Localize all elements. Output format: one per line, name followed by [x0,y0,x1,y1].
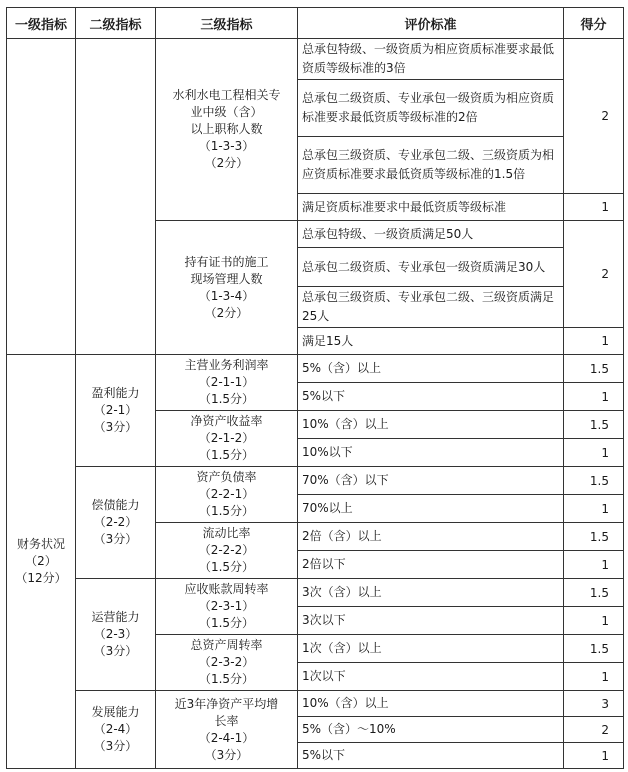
criteria-cell: 70%（含）以下 [298,467,564,495]
level2-cell-empty [76,39,156,355]
criteria-cell: 10%（含）以上 [298,691,564,717]
score-cell: 1 [564,551,624,579]
criteria-cell: 2倍（含）以上 [298,523,564,551]
indicator-operations: 运营能力 （2-3） （3分） [76,579,156,691]
criteria-cell: 总承包特级、一级资质为相应资质标准要求最低资质等级标准的3倍 [298,39,564,80]
indicator-2-1-1: 主营业务利润率 （2-1-1） （1.5分） [156,355,298,411]
indicator-2-2-2: 流动比率 （2-2-2） （1.5分） [156,523,298,579]
indicator-2-4-1: 近3年净资产平均增 长率 （2-4-1） （3分） [156,691,298,769]
indicator-1-3-3: 水利水电工程相关专 业中级（含） 以上职称人数 （1-3-3） （2分） [156,39,298,221]
criteria-cell: 5%（含）以上 [298,355,564,383]
score-cell: 1.5 [564,411,624,439]
criteria-cell: 总承包三级资质、专业承包二级、三级资质为相应资质标准要求最低资质等级标准的1.5倍 [298,137,564,194]
score-cell: 1.5 [564,635,624,663]
score-cell: 3 [564,691,624,717]
score-cell: 1.5 [564,523,624,551]
indicator-2-2-1: 资产负债率 （2-2-1） （1.5分） [156,467,298,523]
indicator-profitability: 盈利能力 （2-1） （3分） [76,355,156,467]
criteria-cell: 10%以下 [298,439,564,467]
indicator-2-3-1: 应收账款周转率 （2-3-1） （1.5分） [156,579,298,635]
header-criteria: 评价标准 [298,8,564,39]
criteria-cell: 总承包三级资质、专业承包二级、三级资质满足25人 [298,287,564,328]
score-cell: 1 [564,607,624,635]
score-cell: 1.5 [564,467,624,495]
score-cell: 2 [564,39,624,194]
criteria-cell: 10%（含）以上 [298,411,564,439]
criteria-cell: 5%（含）～10% [298,717,564,743]
criteria-cell: 总承包二级资质、专业承包一级资质满足30人 [298,248,564,287]
criteria-cell: 5%以下 [298,383,564,411]
evaluation-table [6,7,624,769]
indicator-2-3-2: 总资产周转率 （2-3-2） （1.5分） [156,635,298,691]
indicator-1-3-4: 持有证书的施工 现场管理人数 （1-3-4） （2分） [156,221,298,355]
criteria-cell: 总承包二级资质、专业承包一级资质为相应资质标准要求最低资质等级标准的2倍 [298,80,564,137]
header-level2: 二级指标 [76,8,156,39]
score-cell: 1 [564,439,624,467]
header-level1: 一级指标 [7,8,76,39]
score-cell: 1 [564,383,624,411]
indicator-growth: 发展能力 （2-4） （3分） [76,691,156,769]
indicator-financial-status: 财务状况 （2） （12分） [7,355,76,769]
criteria-cell: 5%以下 [298,743,564,769]
score-cell: 1 [564,328,624,355]
criteria-cell: 总承包特级、一级资质满足50人 [298,221,564,248]
criteria-cell: 1次以下 [298,663,564,691]
score-cell: 1.5 [564,355,624,383]
criteria-cell: 70%以上 [298,495,564,523]
score-cell: 1 [564,743,624,769]
header-level3: 三级指标 [156,8,298,39]
criteria-cell: 2倍以下 [298,551,564,579]
table-row [7,691,624,717]
criteria-cell: 满足15人 [298,328,564,355]
score-cell: 1 [564,663,624,691]
level1-cell-empty [7,39,76,355]
score-cell: 1 [564,194,624,221]
table-row [7,467,624,495]
score-cell: 1.5 [564,579,624,607]
table-row [7,355,624,383]
score-cell: 2 [564,717,624,743]
table-row [7,579,624,607]
criteria-cell: 3次（含）以上 [298,579,564,607]
indicator-solvency: 偿债能力 （2-2） （3分） [76,467,156,579]
score-cell: 2 [564,221,624,328]
indicator-2-1-2: 净资产收益率 （2-1-2） （1.5分） [156,411,298,467]
score-cell: 1 [564,495,624,523]
header-row [7,8,624,39]
criteria-cell: 满足资质标准要求中最低资质等级标准 [298,194,564,221]
criteria-cell: 3次以下 [298,607,564,635]
table-row [7,39,624,80]
criteria-cell: 1次（含）以上 [298,635,564,663]
header-score: 得分 [564,8,624,39]
